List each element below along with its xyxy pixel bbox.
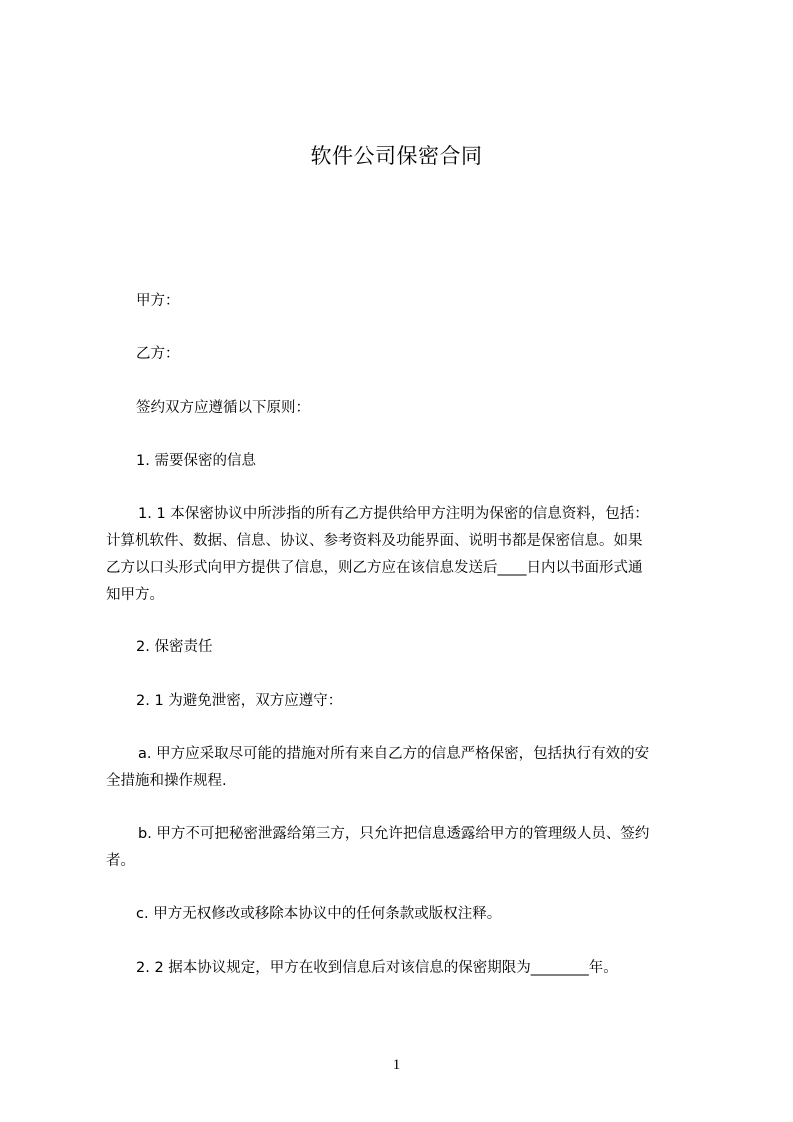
clause-1-1-line: 1. 1 本保密协议中所涉指的所有乙方提供给甲方注明为保密的信息资料，包括： [138, 506, 649, 522]
item-a [106, 741, 692, 795]
clause-2-1: 2. 1 为避免泄密，双方应遵守： [136, 693, 343, 709]
intro-line: 签约双方应遵循以下原则： [136, 400, 310, 416]
clause-2-2: 2. 2 据本协议规定，甲方在收到信息后对该信息的保密期限为________年。 [136, 960, 618, 976]
clause-1-1-line: 乙方以口头形式向甲方提供了信息，则乙方应在该信息发送后____日内以书面形式通 [106, 560, 643, 576]
item-b [106, 821, 692, 875]
item-a-line: a. 甲方应采取尽可能的措施对所有来自乙方的信息严格保密，包括执行有效的安 [138, 746, 650, 762]
party-b-line: 乙方： [136, 346, 180, 362]
clause-1-1-line: 计算机软件、数据、信息、协议、参考资料及功能界面、说明书都是保密信息。如果 [106, 533, 643, 549]
page-number: 1 [392, 1057, 401, 1073]
item-b-line: 者。 [106, 853, 135, 869]
item-b-line: b. 甲方不可把秘密泄露给第三方，只允许把信息透露给甲方的管理级人员、签约 [138, 826, 650, 842]
item-a-line: 全措施和操作规程. [106, 773, 227, 789]
section-2-heading: 2. 保密责任 [136, 639, 213, 655]
clause-1-1-line: 知甲方。 [106, 587, 164, 603]
item-c: c. 甲方无权修改或移除本协议中的任何条款或版权注释。 [136, 906, 502, 922]
section-1-heading: 1. 需要保密的信息 [136, 453, 256, 469]
clause-1-1 [106, 501, 692, 609]
page-title: 软件公司保密合同 [310, 144, 483, 168]
party-a-line: 甲方： [136, 293, 180, 309]
